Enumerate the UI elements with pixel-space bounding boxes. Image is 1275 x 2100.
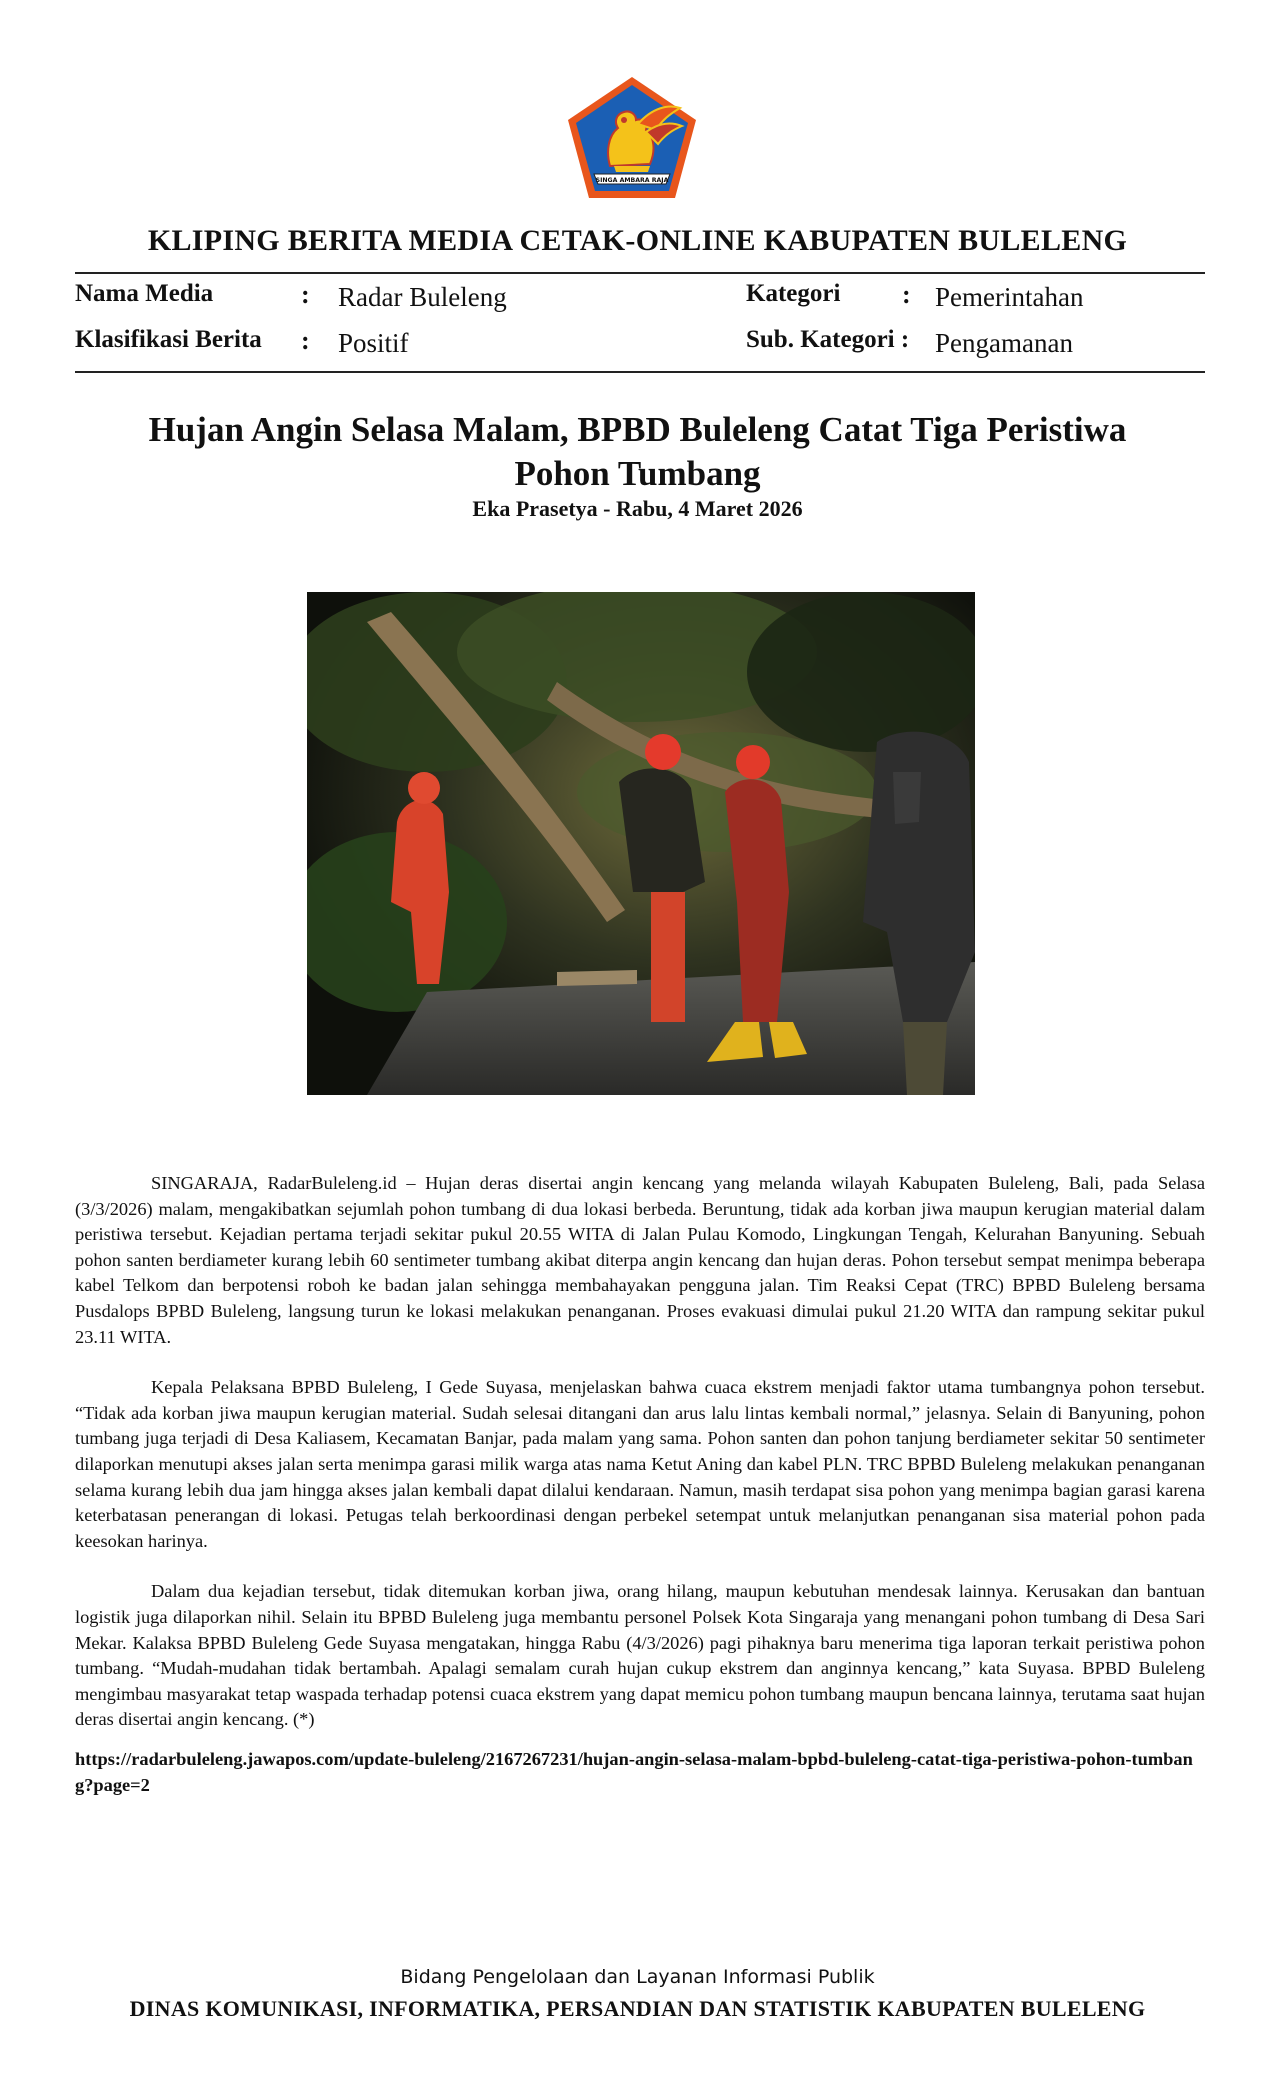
sub-kategori-label: Sub. Kategori : [746, 326, 910, 353]
article-title [120, 408, 1155, 496]
article-paragraph-3: Dalam dua kejadian tersebut, tidak ditemukan korban jiwa, orang hilang, maupun kebutuhan mendesak lainnya. Kerusakan dan bantuan logistik juga dilaporkan nihil. Selain itu BPBD Buleleng juga membantu personel Polsek Kota Singaraja yang menangani pohon tumbang di Desa Sari Mekar. Kalaksa BPBD Buleleng Gede Suyasa mengatakan, hingga Rabu (4/3/2026) pagi pihaknya baru menerima tiga laporan terkait peristiwa pohon tumbang. “Mudah-mudahan tidak bertambah. Apalagi semalam curah hujan cukup ekstrem dan anginnya kencang,” kata Suyasa. BPBD Buleleng mengimbau masyarakat tetap waspada terhadap potensi cuaca ekstrem yang dapat memicu pohon tumbang maupun bencana lainnya, terutama saat hujan deras disertai angin kencang. (*) [75, 1581, 1205, 1730]
kategori-label: Kategori [746, 280, 841, 307]
kategori-value: Pemerintahan [935, 282, 1084, 312]
clipping-header-title: KLIPING BERITA MEDIA CETAK-ONLINE KABUPATEN BULELENG [147, 224, 1128, 257]
article-paragraph-2: Kepala Pelaksana BPBD Buleleng, I Gede Suyasa, menjelaskan bahwa cuaca ekstrem menjadi faktor utama tumbangnya pohon tersebut. “Tidak ada korban jiwa maupun kerugian material. Sudah selesai ditangani dan arus lalu lintas kembali normal,” jelasnya. Selain di Banyuning, pohon tumbang juga terjadi di Desa Kaliasem, Kecamatan Banjar, pada malam yang sama. Pohon santen dan pohon tanjung berdiameter sekitar 50 sentimeter dilaporkan menutupi akses jalan serta menimpa garasi milik warga atas nama Ketut Aning dan kabel PLN. TRC BPBD Buleleng melakukan penanganan selama kurang lebih dua jam hingga akses jalan kembali dapat dilalui kendaraan. Namun, masih terdapat sisa pohon yang menimpa bagian garasi karena keterbatasan penerangan di lokasi. Petugas telah berkoordinasi dengan perbekel setempat untuk melanjutkan penanganan sisa material pohon pada keesokan harinya. [75, 1377, 1205, 1551]
footer-department: Bidang Pengelolaan dan Layanan Informasi Publik [400, 1966, 875, 1988]
header-top-rule [75, 272, 1205, 274]
klasifikasi-colon: : [301, 326, 310, 355]
nama-media-label: Nama Media [75, 280, 214, 307]
footer-agency: DINAS KOMUNIKASI, INFORMATIKA, PERSANDIAN DAN STATISTIK KABUPATEN BULELENG [129, 1996, 1146, 2021]
source-url-link[interactable]: https://radarbuleleng.jawapos.com/update-buleleng/2167267231/hujan-angin-selasa-malam-bpbd-buleleng-catat-tiga-peristiwa-pohon-tumbang?page=2 [75, 1749, 1193, 1795]
article-byline: Eka Prasetya - Rabu, 4 Maret 2026 [472, 496, 803, 521]
sub-kategori-value: Pengamanan [935, 328, 1073, 358]
meta-row-2 [75, 326, 1205, 366]
nama-media-value: Radar Buleleng [338, 282, 507, 312]
buleleng-emblem-logo [564, 74, 700, 202]
article-title-line-2: Pohon Tumbang [514, 454, 761, 493]
meta-row-1 [75, 280, 1205, 320]
article-photo [307, 592, 975, 1095]
media-meta-table [75, 280, 1205, 368]
article-title-line-1: Hujan Angin Selasa Malam, BPBD Buleleng Catat Tiga Peristiwa [148, 410, 1127, 449]
header-bottom-rule [75, 371, 1205, 373]
klasifikasi-berita-value: Positif [338, 328, 409, 358]
article-body [75, 1171, 1205, 1758]
nama-media-colon: : [301, 280, 310, 309]
article-paragraph-1: SINGARAJA, RadarBuleleng.id – Hujan deras disertai angin kencang yang melanda wilayah Kabupaten Buleleng, Bali, pada Selasa (3/3/2026) malam, mengakibatkan sejumlah pohon tumbang di dua lokasi berbeda. Beruntung, tidak ada korban jiwa maupun kerugian material dalam peristiwa tersebut. Kejadian pertama terjadi sekitar pukul 20.55 WITA di Jalan Pulau Komodo, Lingkungan Tengah, Kelurahan Banyuning. Sebuah pohon santen berdiameter kurang lebih 60 sentimeter tumbang akibat diterpa angin kencang dan hujan deras. Pohon tersebut sempat menimpa beberapa kabel Telkom dan berpotensi roboh ke badan jalan sehingga membahayakan pengguna jalan. Tim Reaksi Cepat (TRC) BPBD Buleleng bersama Pusdalops BPBD Buleleng, langsung turun ke lokasi melakukan penanganan. Proses evakuasi dimulai pukul 21.20 WITA dan rampung sekitar pukul 23.11 WITA. [75, 1173, 1205, 1347]
klasifikasi-berita-label: Klasifikasi Berita [75, 326, 262, 353]
kategori-colon: : [902, 280, 911, 309]
logo-banner-text: SINGA AMBARA RAJA [595, 177, 669, 184]
